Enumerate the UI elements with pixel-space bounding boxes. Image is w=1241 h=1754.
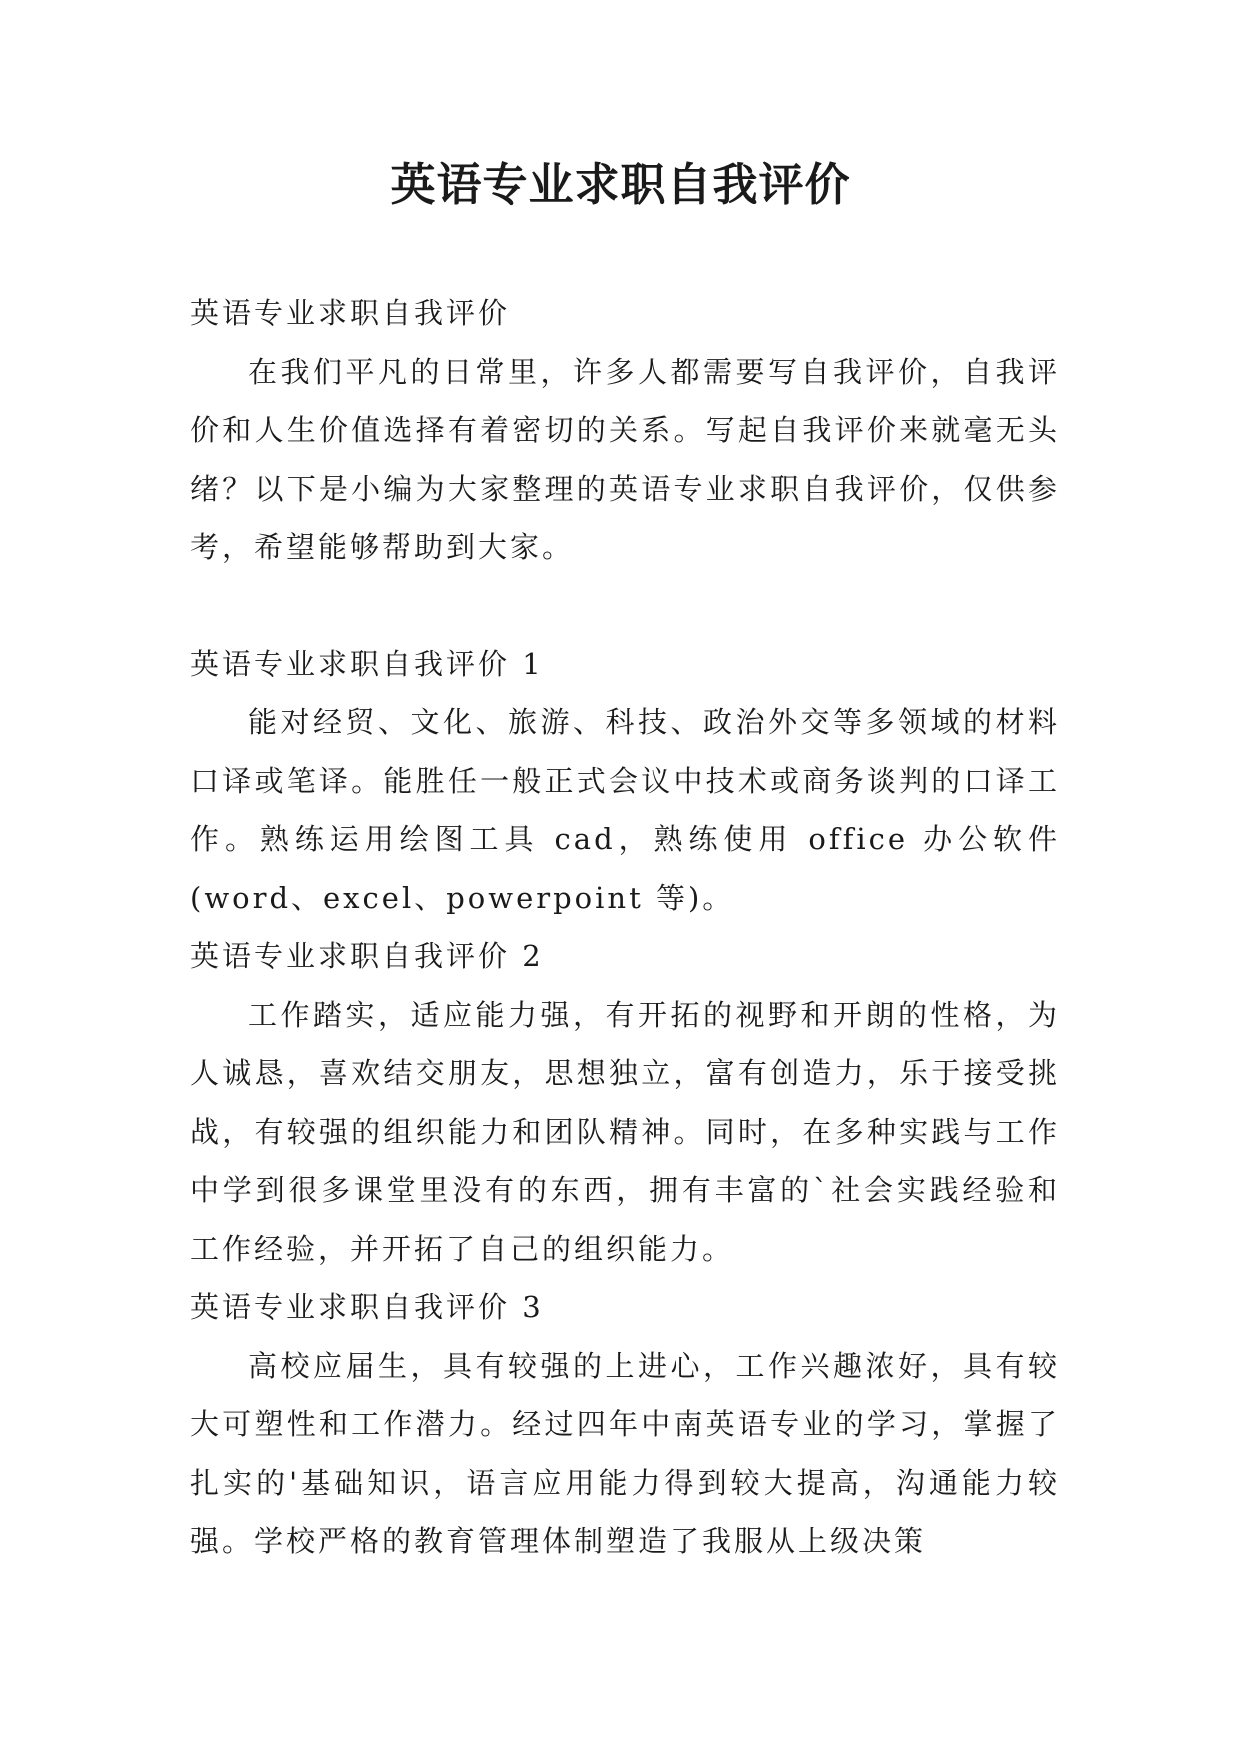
section-text-1: 能对经贸、文化、旅游、科技、政治外交等多领域的材料口译或笔译。能胜任一般正式会议中技术或商务谈判的口译工作。熟练运用绘图工具 cad，熟练使用 office 办公软件(word、excel、powerpoint 等)。 xyxy=(190,705,1060,915)
document-body xyxy=(190,284,1060,1571)
section-heading-2: 英语专业求职自我评价 2 xyxy=(190,939,544,973)
intro-paragraph: 在我们平凡的日常里，许多人都需要写自我评价，自我评价和人生价值选择有着密切的关系。写起自我评价来就毫无头绪？以下是小编为大家整理的英语专业求职自我评价，仅供参考，希望能够帮助到大家。 xyxy=(190,354,1060,564)
subtitle: 英语专业求职自我评价 xyxy=(190,296,511,330)
section-text-3: 高校应届生，具有较强的上进心，工作兴趣浓好，具有较大可塑性和工作潜力。经过四年中南英语专业的学习，掌握了扎实的'基础知识，语言应用能力得到较大提高，沟通能力较强。学校严格的教育管理体制塑造了我服从上级决策 xyxy=(190,1348,1060,1558)
document-title: 英语专业求职自我评价 xyxy=(390,158,851,211)
section-heading-3: 英语专业求职自我评价 3 xyxy=(190,1290,544,1324)
section-text-2: 工作踏实，适应能力强，有开拓的视野和开朗的性格，为人诚恳，喜欢结交朋友，思想独立，富有创造力，乐于接受挑战，有较强的组织能力和团队精神。同时，在多种实践与工作中学到很多课堂里没有的东西，拥有丰富的`社会实践经验和工作经验，并开拓了自己的组织能力。 xyxy=(190,997,1060,1266)
section-heading-1: 英语专业求职自我评价 1 xyxy=(190,646,544,681)
paragraph-gap xyxy=(190,577,1060,635)
